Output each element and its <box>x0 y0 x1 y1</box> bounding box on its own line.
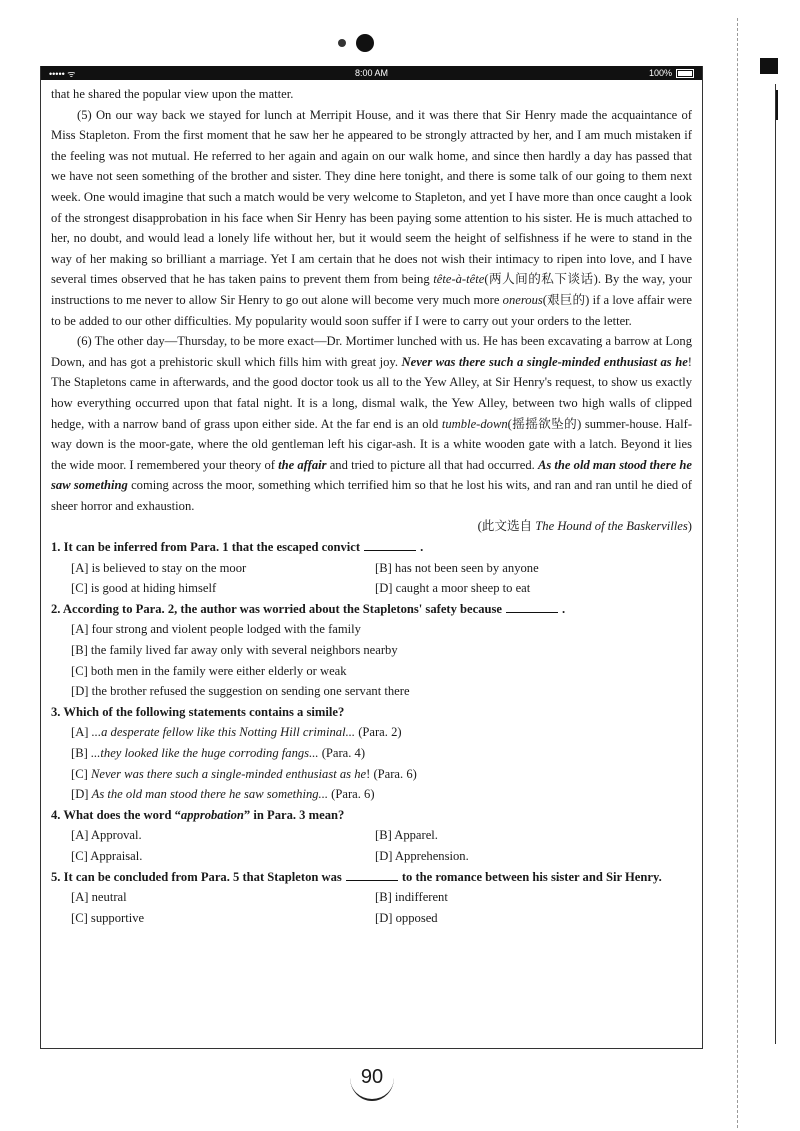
option-d[interactable]: [D] opposed <box>375 910 438 925</box>
question-5-stem-end: to the romance between his sister and Sir Henry. <box>401 869 662 884</box>
page-number: 90 <box>350 1055 394 1101</box>
binding-margin-line <box>737 18 738 1128</box>
source-suffix: ) <box>687 519 692 534</box>
top-decoration <box>338 34 374 52</box>
side-rule <box>775 84 776 1044</box>
option-label: [C] <box>71 766 88 781</box>
option-row <box>51 887 692 908</box>
option-c[interactable]: [C] is good at hiding himself <box>71 581 217 596</box>
para5-tete-gloss: (两人间的私下谈话) <box>484 272 598 287</box>
question-1-stem: 1. It can be inferred from Para. 1 that the escaped convict <box>51 540 361 555</box>
source-citation <box>51 516 692 537</box>
option-a[interactable]: [A] Approval. <box>71 828 142 843</box>
question-5-stem: 5. It can be concluded from Para. 5 that Stapleton was <box>51 869 342 884</box>
signal-indicator: ••••• ᯤ <box>49 68 76 79</box>
option-label: [A] <box>71 725 89 740</box>
option-row <box>51 558 692 579</box>
question-4-word: approbation <box>180 807 244 822</box>
option-d[interactable]: [D] caught a moor sheep to eat <box>375 581 531 596</box>
option-label: [D] <box>71 787 89 802</box>
option-b[interactable] <box>51 743 692 764</box>
option-c[interactable]: [C] Appraisal. <box>71 848 143 863</box>
para5-mid: . By the way, your instructions to me never to allow Sir Henry to go out alone will become very much more <box>51 272 692 307</box>
tablet-frame <box>40 66 703 1049</box>
small-dot-icon <box>338 39 346 47</box>
option-row <box>51 825 692 846</box>
para5-end: if a love affair were to be added to our other difficulties. My popularity would soon suffer if I were to carry out your orders to the letter. <box>51 292 693 328</box>
question-2-end: . <box>562 601 566 616</box>
option-ref: (Para. 6) <box>331 787 375 802</box>
option-ref: ! (Para. 6) <box>366 766 417 781</box>
option-d[interactable] <box>51 784 692 805</box>
option-text: ...they looked like the huge corroding fangs... <box>90 746 319 760</box>
option-ref: (Para. 2) <box>358 725 402 740</box>
option-d[interactable]: [D] Apprehension. <box>375 848 469 863</box>
option-row <box>51 846 692 867</box>
para6-mid-1: ! The Stapletons came in afterwards, and the good doctor took us all to the Yew Alley, at Sir Henry's request, to show us exactly how everything occurred upon that fatal night. It is a long, dismal walk, the Yew Alley, between two high walls of clipped hedge, with a narrow band of grass upon either side. At the far end is an old <box>51 354 692 431</box>
option-text: ...a desperate fellow like this Notting Hill criminal... <box>91 725 356 740</box>
option-label: [B] <box>71 746 88 760</box>
question-1-end: . <box>420 540 424 555</box>
option-c[interactable]: [C] supportive <box>71 910 145 925</box>
para6-bold-1: Never was there such a single-minded enthusiast as he <box>401 354 688 369</box>
option-a[interactable]: [A] neutral <box>71 890 127 905</box>
battery-status <box>649 68 694 78</box>
answer-blank <box>506 612 558 613</box>
question-4 <box>51 805 692 826</box>
para6-tumble: tumble-down <box>441 416 508 431</box>
para5-onerous-gloss: (艰巨的) <box>542 292 590 307</box>
battery-icon <box>676 69 694 78</box>
para6-start: (6) The other day—Thursday, to be more exact—Dr. Mortimer lunched with us. He has been excavating a barrow at Long Down, and has got a prehistoric skull which fills him with great joy. <box>51 334 692 369</box>
paragraph-5 <box>51 105 692 332</box>
option-c[interactable]: [C] both men in the family were either elderly or weak <box>71 663 347 678</box>
reading-content <box>41 80 702 928</box>
para5-text: (5) On our way back we stayed for lunch at Merripit House, and it was there that Sir Henry made the acquaintance of Miss Stapleton. From the first moment that he saw her he appeared to be strongly attracted by her, and I am much mistaken if the feeling was not mutual. He referred to her again and again on our walk home, and since then hardly a day has passed that we have not seen something of the brother and sister. They dine here tonight, and there is some talk of our going to them next week. One would imagine that such a match would be very welcome to Stapleton, and yet I have more than once caught a look of the strongest disapprobation in his face when Sir Henry has been paying some attention to his sister. He is much attached to her, no doubt, and would lead a lonely life without her, but it would seem the height of selfishness if he were to stand in the way of her making so brilliant a marriage. Yet I am certain that he does not wish their intimacy to ripen into love, and I have several times observed that he has taken pains to prevent them from being <box>51 107 692 287</box>
para6-end: coming across the moor, something which terrified him so that he lost his wits, and ran and ran until he died of sheer horror and exhaustion. <box>51 478 693 513</box>
battery-percent: 100% <box>648 68 672 78</box>
para6-mid-2: summer-house. Half-way down is the moor-gate, where the old gentleman left his cigar-ash. It is a white wooden gate with a latch. Beyond it lies the wide moor. I remembered your theory of <box>51 416 693 472</box>
answer-blank <box>346 880 398 881</box>
para6-mid-3: and tried to picture all that had occurred. <box>326 457 538 472</box>
option-a[interactable]: [A] four strong and violent people lodged with the family <box>71 622 361 637</box>
side-mark-line <box>776 90 778 120</box>
para6-bold-2: As the old man stood there he saw something <box>51 457 692 493</box>
option-row <box>51 908 692 929</box>
question-2 <box>51 599 692 620</box>
question-3: 3. Which of the following statements contains a simile? <box>51 704 345 719</box>
side-tab-icon <box>760 58 778 74</box>
option-b[interactable]: [B] has not been seen by anyone <box>375 560 539 575</box>
camera-dot-icon <box>356 34 374 52</box>
paragraph-6 <box>51 331 692 516</box>
option-b[interactable]: [B] indifferent <box>375 890 448 905</box>
status-bar <box>41 66 702 80</box>
para5-onerous: onerous <box>502 292 543 307</box>
para6-affair: the affair <box>278 457 327 472</box>
para6-tumble-gloss: (摇摇欲坠的) <box>507 416 582 431</box>
option-a[interactable]: [A] is believed to stay on the moor <box>71 560 247 575</box>
option-text: Never was there such a single-minded enthusiast as he <box>90 766 367 781</box>
option-b[interactable]: [B] Apparel. <box>375 828 438 843</box>
option-ref: (Para. 4) <box>321 746 366 760</box>
question-2-stem: 2. According to Para. 2, the author was worried about the Stapletons' safety because <box>51 601 503 616</box>
option-d[interactable]: [D] the brother refused the suggestion on sending one servant there <box>71 684 410 699</box>
para5-tete: tête-à-tête <box>433 272 485 287</box>
question-1 <box>51 537 692 558</box>
question-4-stem: 4. What does the word “ <box>51 807 181 822</box>
answer-blank <box>364 550 416 551</box>
question-5 <box>51 867 692 888</box>
source-prefix: (此文选自 <box>477 519 536 534</box>
option-b[interactable]: [B] the family lived far away only with several neighbors nearby <box>71 643 398 658</box>
question-4-stem-end: ” in Para. 3 mean? <box>243 807 345 822</box>
option-row <box>51 578 692 599</box>
source-title: The Hound of the Baskervilles <box>535 519 688 534</box>
option-text: As the old man stood there he saw something... <box>91 787 328 802</box>
option-c[interactable] <box>51 764 692 785</box>
passage-continuation: that he shared the popular view upon the matter. <box>51 87 294 101</box>
option-a[interactable] <box>51 722 692 743</box>
clock: 8:00 AM <box>354 68 389 78</box>
